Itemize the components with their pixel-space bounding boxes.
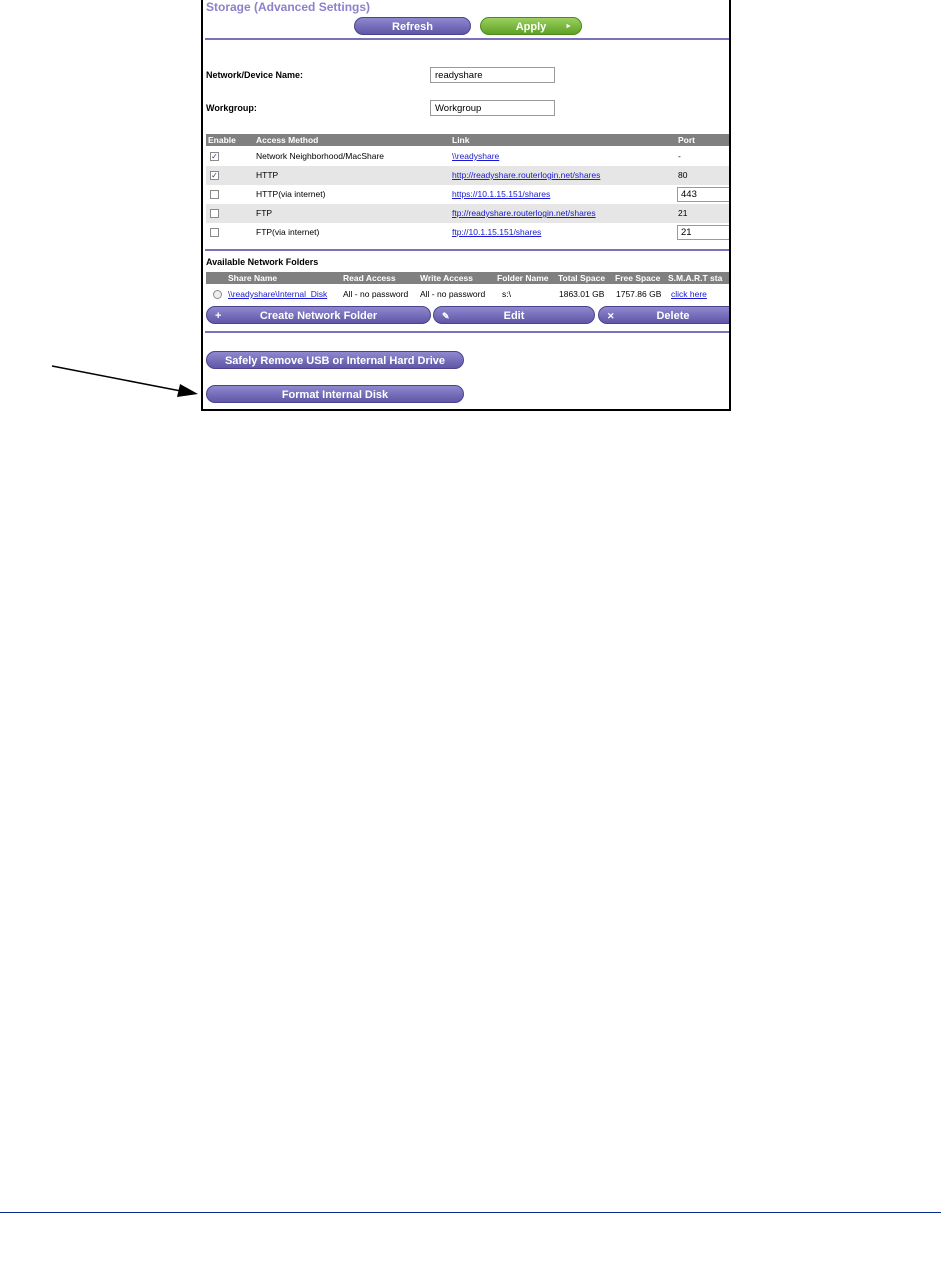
enable-checkbox[interactable]: ✓ — [211, 171, 218, 180]
header-smart-status: S.M.A.R.T sta — [668, 273, 723, 283]
edit-label: Edit — [503, 310, 525, 322]
device-name-input[interactable] — [430, 67, 555, 83]
access-method: FTP(via internet) — [256, 227, 320, 237]
share-name-link[interactable]: \\readyshare\Internal_Disk — [228, 289, 328, 299]
access-link[interactable]: https://10.1.15.151/shares — [452, 189, 551, 199]
access-link[interactable]: \\readyshare — [452, 151, 500, 161]
refresh-button[interactable]: Refresh — [354, 17, 471, 35]
write-access: All - no password — [420, 289, 486, 299]
header-link: Link — [452, 135, 470, 145]
enable-checkbox[interactable] — [210, 190, 219, 199]
header-enable: Enable — [208, 135, 236, 145]
https-port-input[interactable] — [677, 187, 731, 202]
access-row-https-internet — [206, 185, 729, 204]
folders-table-header — [206, 272, 729, 284]
enable-checkbox[interactable]: ✓ — [211, 152, 218, 161]
close-icon: ✕ — [607, 311, 615, 321]
folder-select-radio[interactable] — [213, 290, 222, 299]
divider — [205, 38, 729, 40]
pencil-icon: ✎ — [442, 311, 450, 321]
footer-rule — [0, 1212, 941, 1213]
header-port: Port — [678, 135, 695, 145]
safely-remove-drive-button[interactable]: Safely Remove USB or Internal Hard Drive — [206, 351, 464, 369]
divider — [205, 331, 729, 333]
workgroup-input[interactable] — [430, 100, 555, 116]
access-row-http — [206, 166, 729, 185]
access-row-ftp — [206, 204, 729, 223]
header-write-access: Write Access — [420, 273, 473, 283]
access-link[interactable]: ftp://readyshare.routerlogin.net/shares — [452, 208, 596, 218]
access-method: Network Neighborhood/MacShare — [256, 151, 385, 161]
format-internal-disk-button[interactable]: Format Internal Disk — [206, 385, 464, 403]
access-method: HTTP(via internet) — [256, 189, 326, 199]
header-access-method: Access Method — [256, 135, 319, 145]
access-port: 21 — [678, 208, 688, 218]
total-space: 1863.01 GB — [559, 289, 605, 299]
workgroup-label: Workgroup: — [206, 103, 257, 113]
plus-icon: + — [215, 310, 222, 322]
access-port: - — [678, 151, 681, 161]
header-share-name: Share Name — [228, 273, 278, 283]
edit-button[interactable] — [433, 306, 595, 324]
enable-checkbox[interactable] — [210, 228, 219, 237]
access-link[interactable]: ftp://10.1.15.151/shares — [452, 227, 542, 237]
header-read-access: Read Access — [343, 273, 396, 283]
access-table-header — [206, 134, 729, 146]
ftp-port-input[interactable] — [677, 225, 731, 240]
access-method: HTTP — [256, 170, 279, 180]
smart-status-link[interactable]: click here — [671, 289, 707, 299]
access-port: 80 — [678, 170, 688, 180]
create-network-folder-button[interactable] — [206, 306, 431, 324]
access-link[interactable]: http://readyshare.routerlogin.net/shares — [452, 170, 601, 180]
folder-name: s:\ — [502, 289, 511, 299]
access-method: FTP — [256, 208, 273, 218]
page-title: Storage (Advanced Settings) — [206, 0, 371, 14]
header-folder-name: Folder Name — [497, 273, 549, 283]
create-folder-label: Create Network Folder — [259, 310, 378, 322]
delete-label: Delete — [656, 310, 690, 322]
folders-section-title: Available Network Folders — [206, 257, 319, 267]
free-space: 1757.86 GB — [616, 289, 662, 299]
delete-button[interactable] — [598, 306, 731, 324]
folder-row — [206, 287, 729, 301]
header-total-space: Total Space — [558, 273, 606, 283]
divider — [205, 249, 729, 251]
storage-settings-panel — [201, 0, 731, 411]
apply-button[interactable] — [480, 17, 582, 35]
device-name-label: Network/Device Name: — [206, 70, 304, 80]
apply-button-label: Apply — [515, 21, 547, 33]
header-free-space: Free Space — [615, 273, 661, 283]
read-access: All - no password — [343, 289, 409, 299]
triangle-right-icon: ► — [565, 23, 572, 30]
enable-checkbox[interactable] — [210, 209, 219, 218]
access-row-smb — [206, 147, 729, 166]
access-row-ftp-internet — [206, 223, 729, 242]
